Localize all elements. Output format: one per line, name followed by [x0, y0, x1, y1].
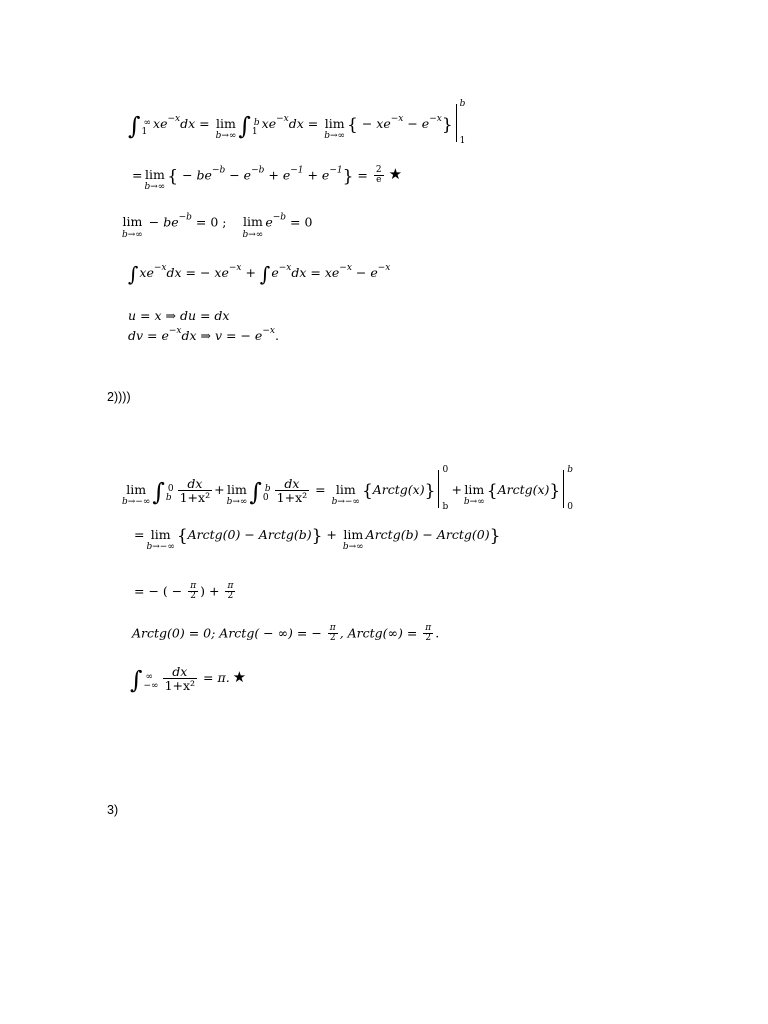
- limit-operator: lim b→−∞: [122, 481, 151, 507]
- fraction: $\frac{2}{e}$: [375, 165, 382, 186]
- limit-operator: lim b→∞: [226, 481, 248, 507]
- equation-line-1: ∫ ∞ 1 $xe^{-x}dx$ = lim b→∞ ∫ b 1 $xe^{-x}dx$ = lim b→∞ { − $xe^{-x} - e^{-x}$} b 1: [128, 104, 469, 142]
- equation-line-5: u = x ⇒ du = dx: [128, 308, 230, 323]
- equation-line-8: = lim b→−∞ {Arctg(0) − Arctg(b)} + lim b→∞ Arctg(b) − Arctg(0)}: [134, 526, 501, 552]
- evaluation-bar: b 1: [456, 104, 469, 142]
- limit-operator: lim b→−∞: [331, 481, 360, 507]
- equation-line-11: ∫ ∞ −∞ $\frac{dx}{\text{1+x²}}$ = π. ★: [130, 664, 247, 695]
- evaluation-bar: b 0: [563, 470, 576, 508]
- integral-symbol: ∫: [128, 262, 139, 286]
- limit-operator: lim b→∞: [463, 481, 485, 507]
- integral-symbol: ∫: [130, 666, 143, 695]
- limit-operator: lim b→∞: [324, 115, 346, 141]
- limit-operator: lim b→∞: [144, 166, 166, 193]
- fraction: $\frac{dx}{\text{1+x²}}$: [276, 475, 308, 505]
- star-icon: ★: [232, 668, 247, 687]
- equation-line-4: $\int xe^{-x}dx$ = − $xe^{-x} + \int e^{-x}dx = xe^{-x} - e^{-x}$: [128, 262, 391, 286]
- integral-limits: ∞ 1: [141, 117, 152, 137]
- equation-line-3: lim b→∞ − $be^{-b} = 0$ ; lim b→∞ $e^{-b} = 0$: [122, 212, 313, 240]
- evaluation-bar: 0 b: [438, 470, 451, 508]
- limit-operator: lim b→∞: [215, 115, 237, 141]
- section-label-2: 2)))): [107, 390, 131, 404]
- star-icon: ★: [388, 165, 403, 184]
- fraction: $\frac{\pi}{2}$: [190, 581, 197, 602]
- integral-symbol: ∫: [128, 112, 141, 140]
- equation-line-10: Arctg(0) = 0; Arctg( − ∞) = − $\frac{\pi}{2}$ , Arctg(∞) = $\frac{\pi}{2}$ .: [132, 623, 440, 644]
- limit-operator: lim b→−∞: [146, 526, 175, 552]
- fraction: $\frac{dx}{\text{1+x²}}$: [179, 475, 211, 505]
- fraction: $\frac{\pi}{2}$: [425, 623, 432, 644]
- limit-operator: lim b→∞: [242, 214, 264, 240]
- fraction: $\frac{dx}{\text{1+x²}}$: [164, 664, 196, 694]
- fraction: $\frac{\pi}{2}$: [227, 581, 234, 602]
- fraction: $\frac{\pi}{2}$: [329, 623, 336, 644]
- equation-line-6: dv = $e^{-x}dx$ ⇒ v = − $e^{-x}$.: [128, 326, 279, 343]
- equation-line-9: = − ( − $\frac{\pi}{2}$ ) + $\frac{\pi}{2}$: [134, 581, 234, 602]
- section-label-3: 3): [107, 803, 119, 817]
- equation-line-2: = lim b→∞ { − $be^{-b} - e^{-b} + e^{-1} + e^{-1}$} = $\frac{2}{e}$ ★: [132, 165, 403, 193]
- equation-line-7: lim b→−∞ ∫ 0 b $\frac{dx}{\text{1+x²}}$ + lim b→∞ ∫ b 0 $\frac{dx}{\text{1+x²}}$ = lim b→−∞ {Arctg(x)} 0 b + lim b→∞ {Arctg(x)} b 0: [120, 470, 576, 508]
- limit-operator: lim b→∞: [342, 526, 364, 552]
- integral-symbol: ∫: [152, 478, 165, 506]
- limit-operator: lim b→∞: [122, 214, 143, 240]
